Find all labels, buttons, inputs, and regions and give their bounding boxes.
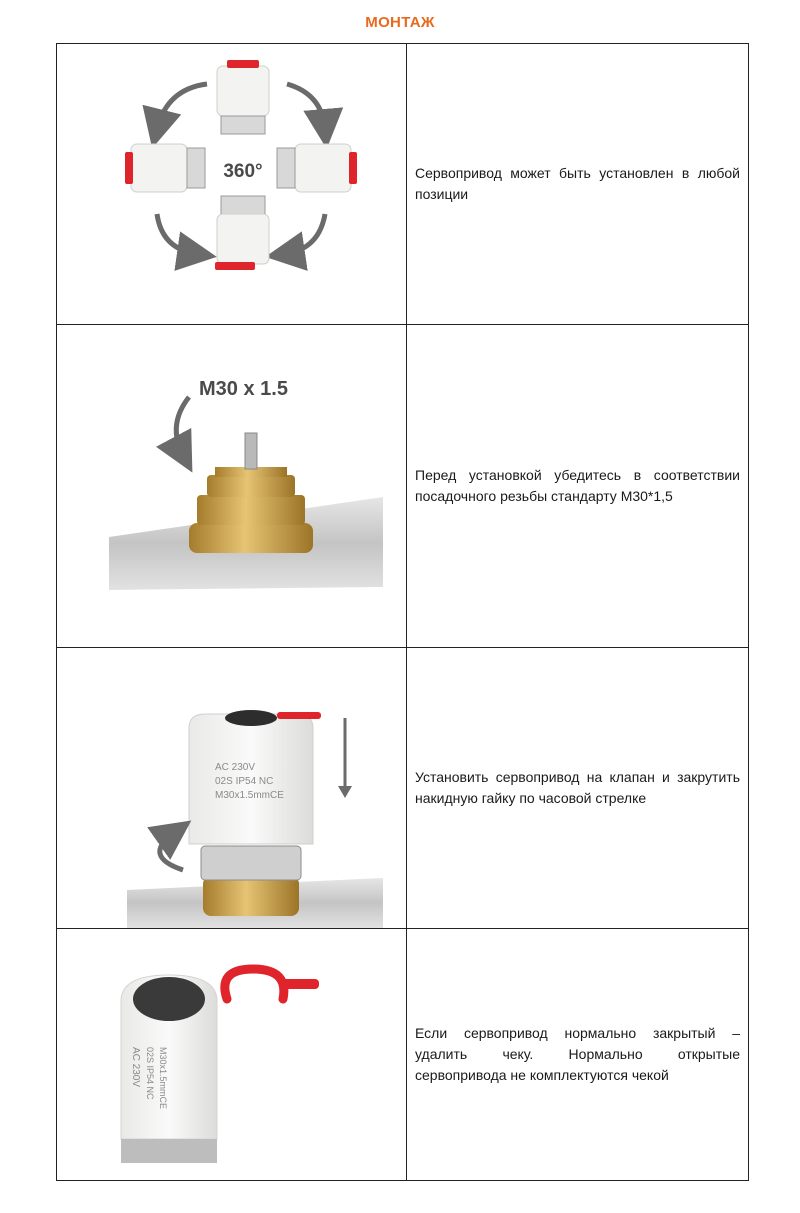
svg-text:AC 230V: AC 230V <box>130 1047 141 1088</box>
image-cell-rotation <box>57 44 407 325</box>
actuator-left <box>125 144 205 192</box>
installation-table <box>56 43 749 1181</box>
page-title: МОНТАЖ <box>365 14 435 31</box>
actuator-top <box>217 60 269 134</box>
table-row <box>57 648 749 929</box>
svg-text:M30x1.5mmCE: M30x1.5mmCE <box>158 1047 168 1110</box>
image-cell-thread <box>57 325 407 648</box>
mounting-illustration <box>57 648 406 928</box>
clip-illustration <box>57 929 406 1180</box>
rotation-label: 360° <box>223 161 263 182</box>
instruction-text: Перед установкой убедитесь в соответствии посадочного резьбы стандарту M30*1,5 <box>415 467 740 504</box>
rotate-arrow-icon <box>176 397 189 455</box>
valve-body <box>203 876 299 916</box>
instruction-text: Сервопривод может быть установлен в любой позиции <box>415 165 740 202</box>
rotate-arrow-icon <box>157 214 197 254</box>
actuator-right <box>277 144 357 192</box>
union-nut <box>201 846 301 880</box>
rotation-illustration <box>57 44 406 324</box>
svg-text:02S IP54 NC: 02S IP54 NC <box>215 776 274 787</box>
actuator <box>189 710 321 844</box>
thread-illustration <box>57 325 406 647</box>
rotate-arrow-icon <box>160 832 183 870</box>
text-cell <box>407 648 749 929</box>
red-clip-icon <box>225 969 319 999</box>
svg-text:M30x1.5mmCE: M30x1.5mmCE <box>215 790 284 801</box>
actuator-marking: AC 230V <box>215 762 256 773</box>
actuator <box>121 975 217 1163</box>
text-cell <box>407 44 749 325</box>
rotate-arrow-icon <box>157 84 207 129</box>
svg-text:02S IP54 NC: 02S IP54 NC <box>145 1047 155 1100</box>
rotate-arrow-icon <box>285 214 325 254</box>
table-row <box>57 325 749 648</box>
image-cell-mounting <box>57 648 407 929</box>
valve-body <box>189 433 313 553</box>
image-cell-clip <box>57 929 407 1181</box>
table-row <box>57 929 749 1181</box>
actuator-bottom <box>215 196 269 270</box>
instruction-text: Если сервопривод нормально закрытый – удалить чеку. Нормально открытые сервопривода не комплектуются чекой <box>415 1025 740 1083</box>
instruction-text: Установить сервопривод на клапан и закрутить накидную гайку по часовой стрелке <box>415 769 740 806</box>
text-cell <box>407 325 749 648</box>
text-cell <box>407 929 749 1181</box>
rotate-arrow-icon <box>287 84 325 129</box>
thread-label: M30 x 1.5 <box>199 378 288 400</box>
table-row <box>57 44 749 325</box>
